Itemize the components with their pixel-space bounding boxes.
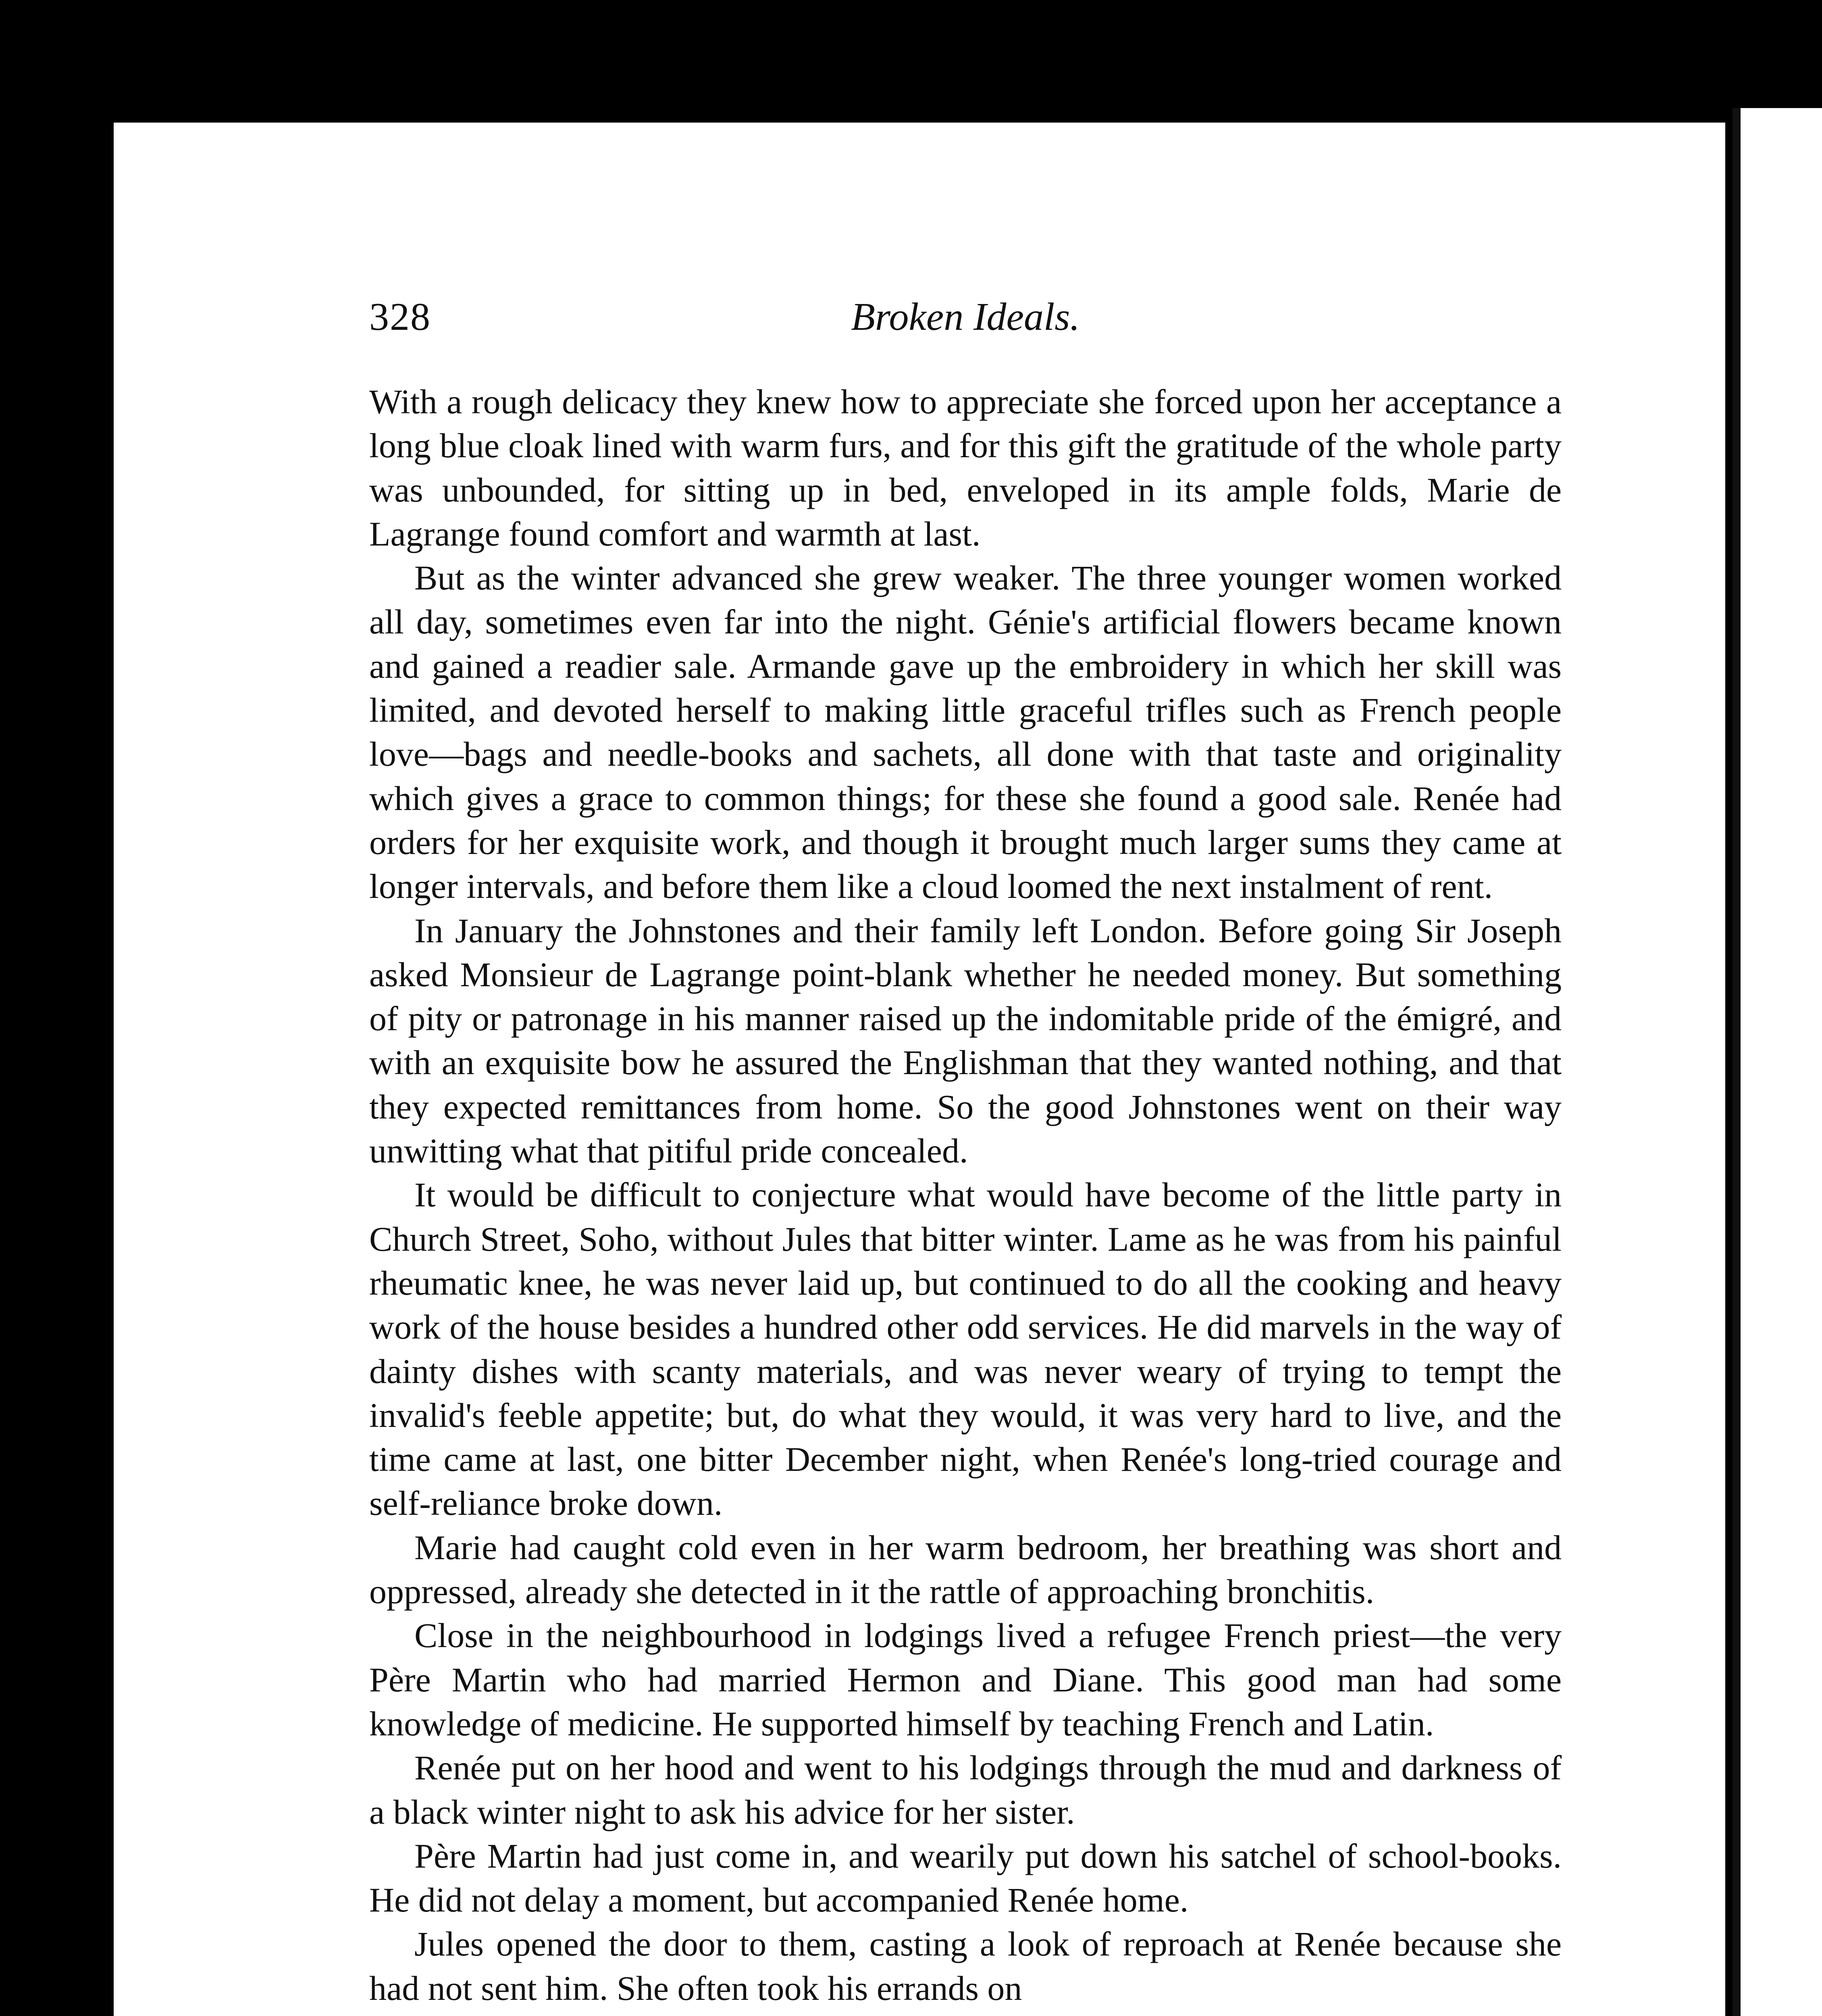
paragraph: With a rough delicacy they knew how to appreciate she forced upon her acceptance a long blue cloak lined with warm furs, and for this gift the gratitude of the whole party was unbounded, for sitting up in bed, enveloped in its ample folds, Marie de Lagrange found comfort and warmth at last. bbox=[369, 382, 1562, 553]
page-number: 328 bbox=[369, 295, 431, 339]
paragraph: Marie had caught cold even in her warm bedroom, her breathing was short and oppressed, already she detected in it the rattle of approaching bronchitis. bbox=[369, 1528, 1562, 1611]
paragraph: Jules opened the door to them, casting a look of reproach at Renée because she had not sent him. She often took his errands on bbox=[369, 1924, 1562, 2008]
paragraph: In January the Johnstones and their family left London. Before going Sir Joseph asked Monsieur de Lagrange point-blank whether he needed money. But something of pity or patronage in his manner raised up the indomitable pride of the émigré, and with an exquisite bow he assured the Englishman that they wanted nothing, and that they expected remittances from home. So the good Johnstones went on their way unwitting what that pitiful pride concealed. bbox=[369, 911, 1562, 1170]
running-title: Broken Ideals. bbox=[851, 295, 1080, 339]
paragraph: But as the winter advanced she grew weaker. The three younger women worked all day, sometimes even far into the night. Génie's artificial flowers became known and gained a readier sale. Armande gave up the embroidery in which her skill was limited, and devoted herself to making little graceful trifles such as French people love—bags and needle-books and sachets, all done with that taste and originality which gives a grace to common things; for these she found a good sale. Renée had orders for her exquisite work, and though it brought much larger sums they came at longer intervals, and before them like a cloud loomed the next instalment of rent. bbox=[369, 558, 1562, 906]
body-text bbox=[369, 380, 1562, 2010]
running-header bbox=[369, 294, 1562, 351]
paragraph: It would be difficult to conjecture what would have become of the little party in Church Street, Soho, without Jules that bitter winter. Lame as he was from his painful rheumatic knee, he was never laid up, but continued to do all the cooking and heavy work of the house besides a hundred other odd services. He did marvels in the way of dainty dishes with scanty materials, and was never weary of trying to tempt the invalid's feeble appetite; but, do what they would, it was very hard to live, and the time came at last, one bitter December night, when Renée's long-tried courage and self-reliance broke down. bbox=[369, 1175, 1562, 1523]
paragraph: Père Martin had just come in, and wearily put down his satchel of school-books. He did not delay a moment, but accompanied Renée home. bbox=[369, 1836, 1562, 1920]
paragraph: Close in the neighbourhood in lodgings lived a refugee French priest—the very Père Martin who had married Hermon and Diane. This good man had some knowledge of medicine. He supported himself by teaching French and Latin. bbox=[369, 1616, 1562, 1743]
paragraph: Renée put on her hood and went to his lodgings through the mud and darkness of a black winter night to ask his advice for her sister. bbox=[369, 1748, 1562, 1831]
facing-page-edge bbox=[1741, 108, 1822, 2016]
